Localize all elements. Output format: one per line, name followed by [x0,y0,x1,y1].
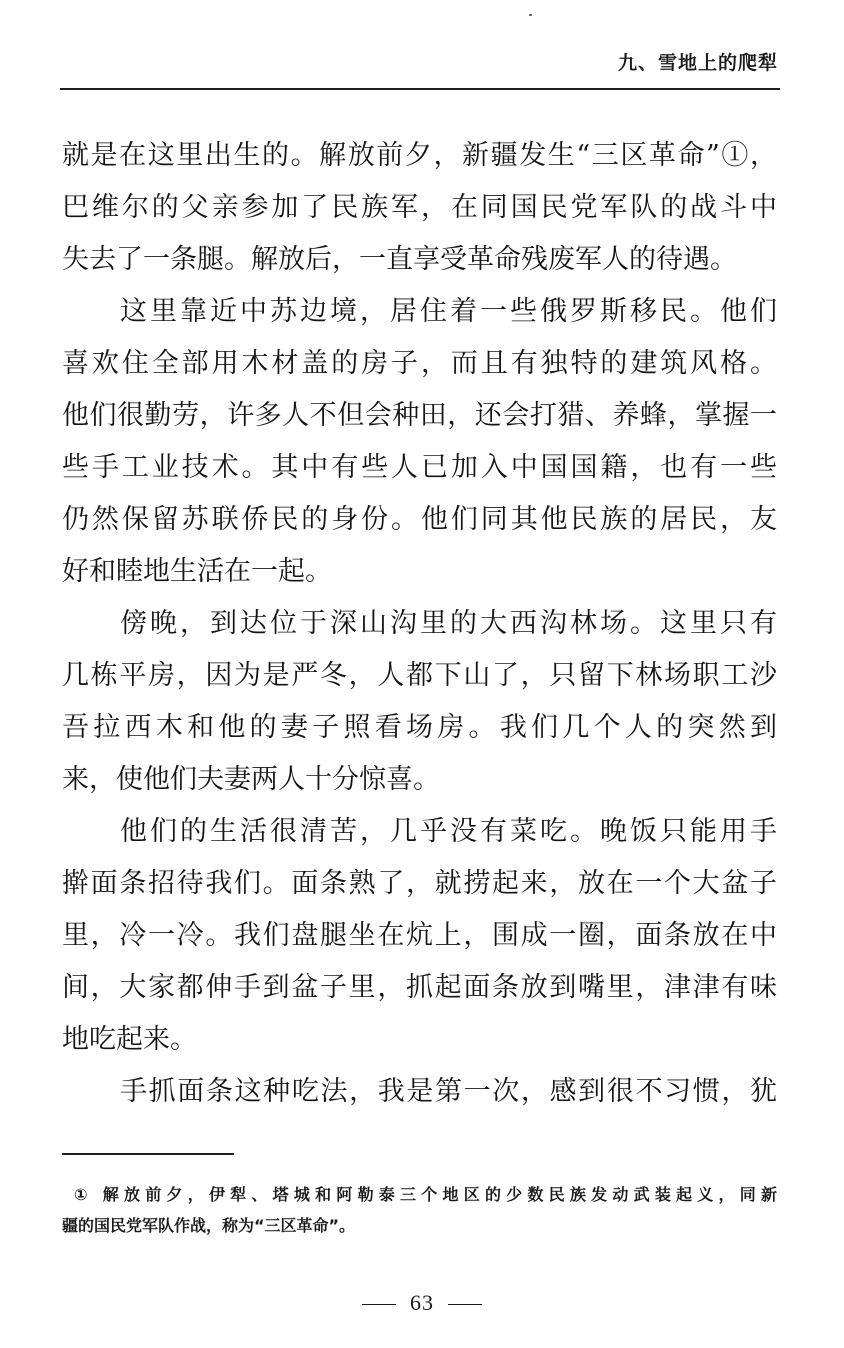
paragraph-start-line: 他们的生活很清苦，几乎没有菜吃。晚饭只能用手 [120,816,777,847]
page-number-value: 63 [410,1290,434,1315]
paragraph-start-line: 这里靠近中苏边境，居住着一些俄罗斯移民。他们 [120,296,777,327]
text-line: 喜欢住全部用木材盖的房子，而且有独特的建筑风格。 [62,348,777,379]
footnote-text: 解放前夕，伊犁、塔城和阿勒泰三个地区的少数民族发动武装起义，同新 [97,1185,777,1204]
paragraph-start-line: 傍晚，到达位于深山沟里的大西沟林场。这里只有 [120,608,777,639]
text-line: 间，大家都伸手到盆子里，抓起面条放到嘴里，津津有味 [62,972,777,1003]
page-number-dash-right [448,1304,482,1305]
header-rule [60,88,780,90]
footnote-line: 疆的国民党军队作战，称为“三区革命”。 [62,1216,356,1235]
page-number-dash-left [362,1304,396,1305]
text-line: 仍然保留苏联侨民的身份。他们同其他民族的居民，友 [62,504,777,535]
page-number [0,1290,844,1316]
text-line: 好和睦地生活在一起。 [62,556,332,587]
body-text [62,130,777,1118]
footnote-line [62,1179,777,1210]
text-line: 几栋平房，因为是严冬，人都下山了，只留下林场职工沙 [62,660,777,691]
text-line: 来，使他们夫妻两人十分惊喜。 [62,764,440,795]
text-line: 里，冷一冷。我们盘腿坐在炕上，围成一圈，面条放在中 [62,920,777,951]
footnote-marker: ① [74,1185,88,1204]
text-line: 他们很勤劳，许多人不但会种田，还会打猎、养蜂，掌握一 [62,400,777,431]
text-line: 擀面条招待我们。面条熟了，就捞起来，放在一个大盆子 [62,868,777,899]
text-line: 些手工业技术。其中有些人已加入中国国籍，也有一些 [62,452,777,483]
running-header-title: 九、雪地上的爬犁 [617,52,778,74]
text-line: 就是在这里出生的。解放前夕，新疆发生“三区革命”①， [62,140,777,171]
text-line: 地吃起来。 [62,1024,197,1055]
footnote-rule [62,1153,234,1155]
footnote [62,1179,777,1241]
text-line: 巴维尔的父亲参加了民族军，在同国民党军队的战斗中 [62,192,777,223]
text-line: 失去了一条腿。解放后，一直享受革命残废军人的待遇。 [62,244,737,275]
text-line: 吾拉西木和他的妻子照看场房。我们几个人的突然到 [62,712,777,743]
paragraph-start-line: 手抓面条这种吃法，我是第一次，感到很不习惯，犹 [120,1076,777,1107]
print-speck [529,14,532,16]
